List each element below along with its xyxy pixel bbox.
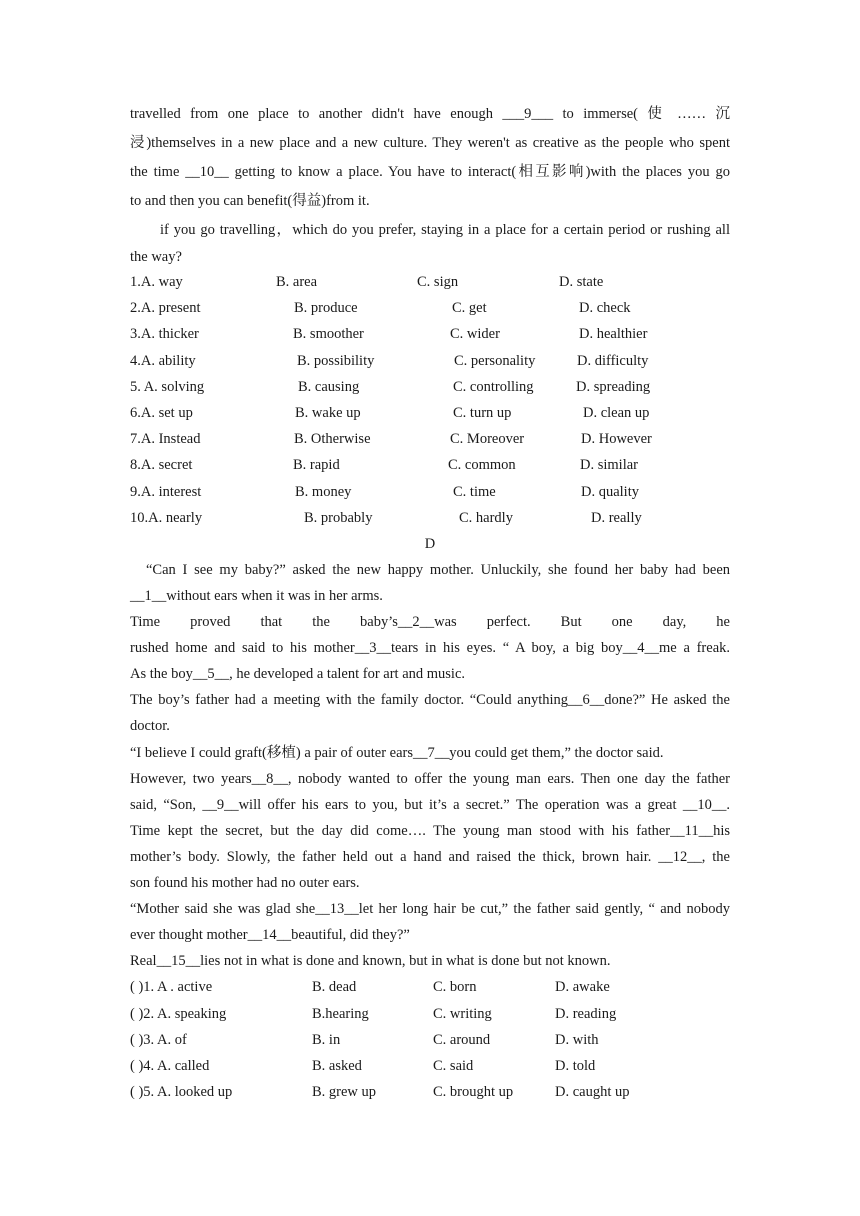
option-a: ( )3. A. of (130, 1031, 187, 1048)
option-c: C. brought up (433, 1084, 514, 1101)
option-b: B.hearing (312, 1005, 369, 1022)
option-a: 5. A. solving (130, 378, 205, 395)
options-d (130, 974, 730, 1105)
option-row (130, 374, 730, 400)
option-d: D. spreading (576, 378, 651, 395)
option-d: D. reading (555, 1005, 617, 1022)
option-row (130, 479, 730, 505)
passage-line: The boy’s father had a meeting with the family doctor. “Could anything__6__done?” He asked the (130, 692, 730, 709)
passage-line: 浸)themselves in a new place and a new culture. They weren't as creative as the people who spent (130, 135, 730, 151)
option-row (130, 295, 730, 321)
option-a: 9.A. interest (130, 483, 202, 500)
option-b: B. money (295, 483, 352, 500)
passage-line: mother’s body. Slowly, the father held out a hand and raised the thick, brown hair. __12__, the (130, 848, 730, 865)
option-b: B. causing (298, 378, 360, 395)
option-d: D. caught up (555, 1084, 630, 1101)
passage-line: the time __10__ getting to know a place. You have to interact(相互影响)with the places you go (130, 164, 730, 180)
option-row (130, 1001, 730, 1027)
option-row (130, 348, 730, 374)
section-heading: D (424, 535, 436, 552)
options-c (130, 269, 730, 531)
passage-line: said, “Son, __9__will offer his ears to you, but it’s a secret.” The operation was a great __10__. (130, 796, 730, 813)
option-c: C. sign (417, 274, 459, 290)
option-b: B. in (312, 1031, 341, 1048)
option-b: B. dead (312, 979, 357, 996)
option-c: C. said (433, 1057, 474, 1074)
option-c: C. common (448, 457, 516, 474)
option-d: D. awake (555, 979, 610, 996)
option-b: B. produce (294, 300, 358, 317)
passage-line: Time proved that the baby’s__2__was perfect. But one day, he (130, 614, 730, 631)
option-row (130, 1027, 730, 1053)
option-row (130, 1079, 730, 1105)
question-prompt: if you go travelling，which do you prefer, staying in a place for a certain period or rushing all (160, 222, 730, 238)
option-a: 8.A. secret (130, 457, 193, 474)
worksheet-page (130, 100, 730, 1105)
option-a: 2.A. present (130, 300, 201, 317)
option-c: C. born (433, 979, 477, 996)
option-b: B. rapid (293, 457, 340, 474)
option-d: D. However (581, 431, 652, 448)
passage-line: Real__15__lies not in what is done and known, but in what is done but not known. (130, 953, 611, 970)
option-a: 7.A. Instead (130, 431, 201, 448)
option-c: C. turn up (453, 404, 512, 421)
option-a: ( )1. A . active (130, 979, 213, 996)
option-d: D. check (579, 300, 631, 317)
option-b: B. Otherwise (294, 431, 371, 448)
option-a: 3.A. thicker (130, 326, 199, 343)
option-c: C. wider (450, 326, 500, 343)
passage-line: rushed home and said to his mother__3__tears in his eyes. “ A boy, a big boy__4__me a freak. (130, 640, 730, 657)
passage-line: However, two years__8__, nobody wanted to offer the young man ears. Then one day the father (130, 770, 730, 787)
option-c: C. personality (454, 352, 536, 369)
option-a: 6.A. set up (130, 404, 193, 421)
option-c: C. around (433, 1031, 491, 1048)
option-a: 1.A. way (130, 274, 183, 290)
option-row (130, 321, 730, 347)
option-b: B. asked (312, 1057, 362, 1074)
passage-line: Time kept the secret, but the day did come…. The young man stood with his father__11__his (130, 822, 730, 839)
option-c: C. controlling (453, 378, 534, 395)
option-b: B. possibility (297, 352, 375, 369)
option-d: D. with (555, 1031, 599, 1048)
option-row (130, 974, 730, 1000)
passage-line: __1__without ears when it was in her arms. (130, 587, 383, 604)
option-row (130, 452, 730, 478)
option-row (130, 400, 730, 426)
option-a: ( )2. A. speaking (130, 1005, 227, 1022)
passage-d (130, 557, 730, 975)
passage-line: “Can I see my baby?” asked the new happy mother. Unluckily, she found her baby had been (146, 561, 730, 578)
option-b: B. smoother (293, 326, 364, 343)
passage-line: travelled from one place to another didn't have enough ___9___ to immerse( 使 …… 沉 (130, 106, 730, 122)
option-c: C. hardly (459, 509, 513, 526)
passage-line: “I believe I could graft(移植) a pair of outer ears__7__you could get them,” the doctor said. (130, 744, 664, 761)
option-d: D. told (555, 1057, 596, 1074)
option-d: D. similar (580, 457, 638, 474)
option-b: B. area (276, 274, 318, 290)
passage-line: son found his mother had no outer ears. (130, 875, 360, 891)
option-d: D. clean up (583, 404, 650, 421)
question-prompt: the way? (130, 249, 182, 265)
option-d: D. quality (581, 483, 639, 500)
option-a: 10.A. nearly (130, 509, 203, 526)
option-d: D. really (591, 509, 642, 526)
passage-line: to and then you can benefit(得益)from it. (130, 193, 370, 209)
option-row (130, 426, 730, 452)
passage-line: ever thought mother__14__beautiful, did they?” (130, 927, 410, 944)
option-row (130, 269, 730, 295)
option-a: 4.A. ability (130, 352, 196, 369)
option-a: ( )4. A. called (130, 1057, 210, 1074)
passage-line: As the boy__5__, he developed a talent for art and music. (130, 666, 466, 683)
option-c: C. writing (433, 1005, 492, 1022)
option-d: D. state (559, 274, 604, 290)
option-b: B. grew up (312, 1084, 377, 1101)
option-b: B. probably (304, 509, 373, 526)
option-row (130, 1053, 730, 1079)
option-b: B. wake up (295, 404, 361, 421)
option-c: C. get (452, 300, 487, 317)
option-c: C. Moreover (450, 431, 525, 448)
option-row (130, 505, 730, 531)
option-d: D. difficulty (577, 352, 649, 369)
option-d: D. healthier (579, 326, 648, 343)
passage-line: doctor. (130, 718, 170, 735)
option-a: ( )5. A. looked up (130, 1084, 233, 1101)
option-c: C. time (453, 483, 496, 500)
passage-c (130, 100, 730, 269)
passage-line: “Mother said she was glad she__13__let her long hair be cut,” the father said gently, “ and nobody (130, 901, 730, 918)
